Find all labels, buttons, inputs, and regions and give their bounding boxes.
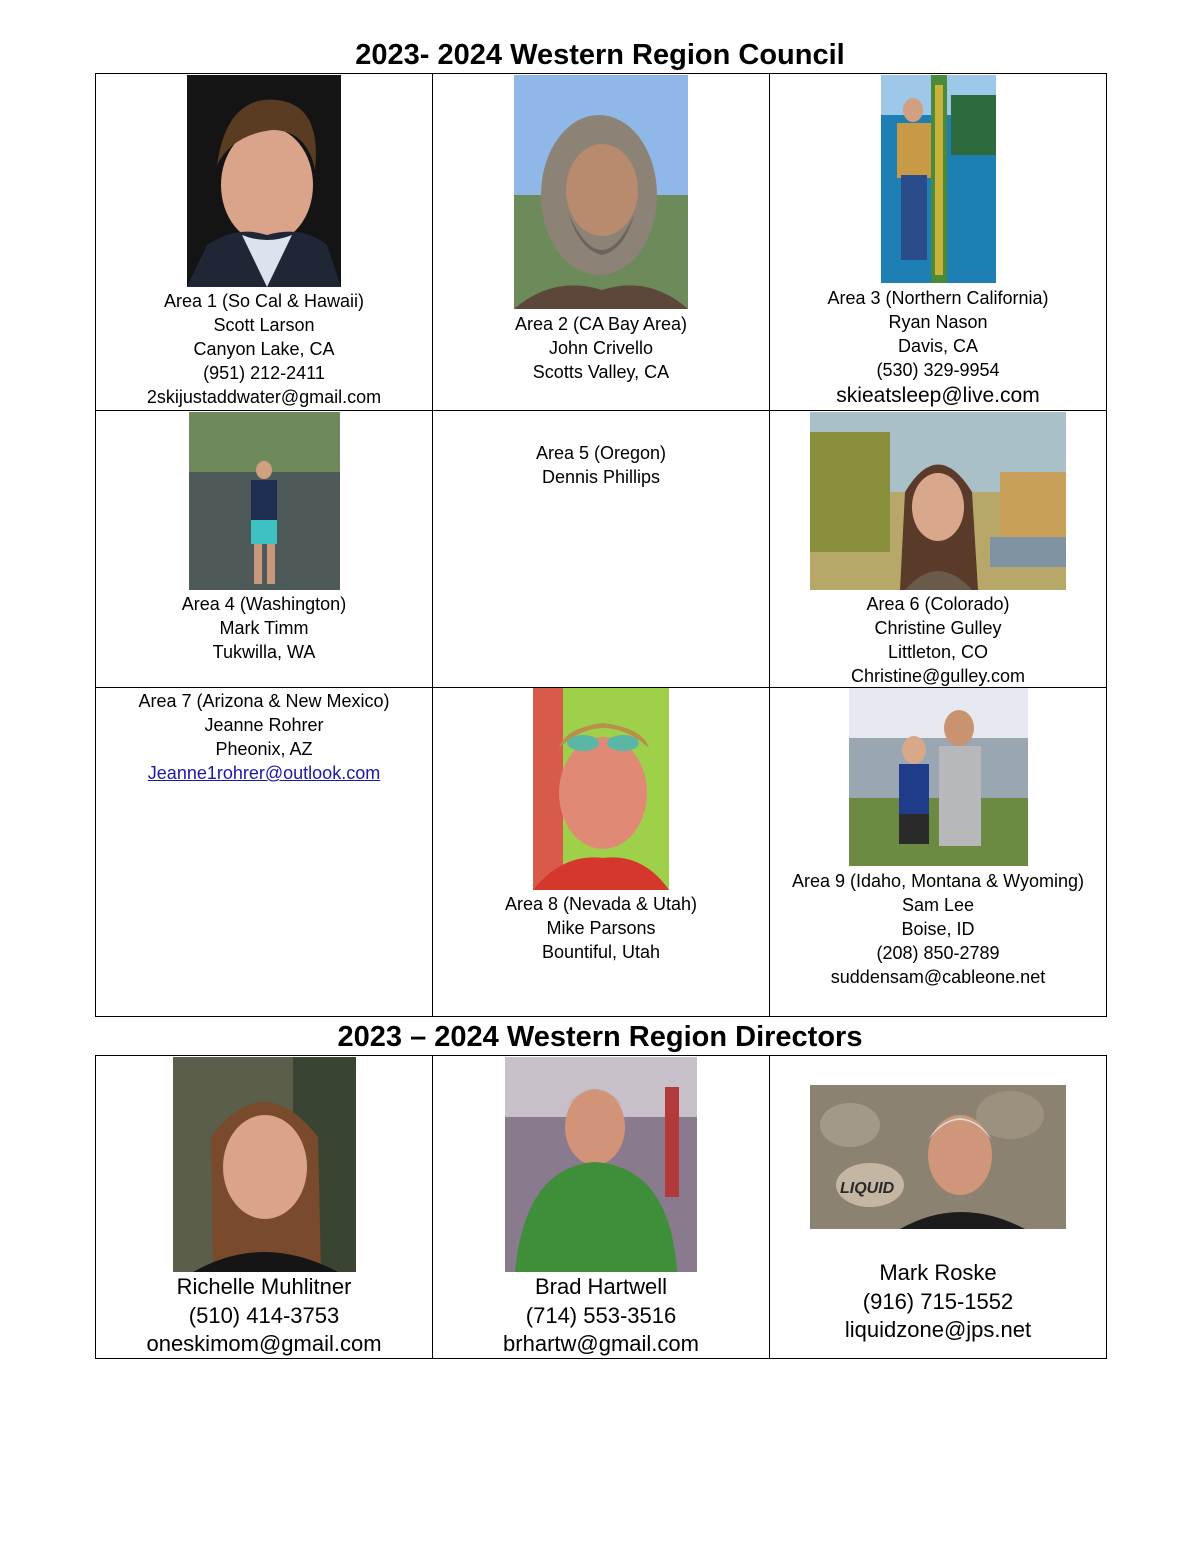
member-email[interactable]: suddensam@cableone.net [830,967,1046,987]
director-phone: (510) 414-3753 [188,1302,340,1328]
director-name: Richelle Muhlitner [176,1274,352,1299]
area-label: Area 1 (So Cal & Hawaii) [163,291,365,311]
council-cell-area-1 [96,74,433,411]
council-cell-area-7 [96,688,433,1017]
council-cell-area-2 [433,74,770,411]
council-cell-area-3 [770,74,1107,411]
director-email[interactable]: liquidzone@jps.net [844,1317,1032,1342]
member-location: Littleton, CO [887,642,989,662]
member-name: Mark Timm [219,618,309,638]
area-label: Area 4 (Washington) [181,594,347,614]
area-label: Area 8 (Nevada & Utah) [504,894,698,914]
director-name: Mark Roske [879,1260,997,1285]
photo-brad-hartwell [505,1057,697,1272]
area-label: Area 5 (Oregon) [535,443,667,463]
member-location: Davis, CA [897,336,978,356]
member-location: Bountiful, Utah [541,942,661,962]
photo-scott-larson [187,75,341,287]
council-cell-area-4 [96,411,433,688]
photo-mark-roske [810,1085,1066,1229]
photo-john-crivello [514,75,688,309]
area-label: Area 2 (CA Bay Area) [514,314,688,334]
director-phone: (714) 553-3516 [525,1302,677,1328]
member-name: John Crivello [548,338,654,358]
member-email[interactable]: skieatsleep@live.com [836,384,1040,407]
member-location: Pheonix, AZ [215,739,313,759]
photo-christine-gulley [810,412,1066,590]
member-name: Dennis Phillips [541,467,661,487]
member-email[interactable]: 2skijustaddwater@gmail.com [146,387,382,407]
area-label: Area 9 (Idaho, Montana & Wyoming) [792,871,1084,891]
council-cell-area-5 [433,411,770,688]
council-table [95,73,1107,1017]
council-cell-area-8 [433,688,770,1017]
member-email[interactable]: Christine@gulley.com [851,666,1025,686]
director-name: Brad Hartwell [534,1274,668,1299]
member-name: Sam Lee [901,895,975,915]
directors-title: 2023 – 2024 Western Region Directors [337,1021,863,1053]
member-name: Christine Gulley [874,618,1002,638]
member-location: Boise, ID [901,919,975,939]
director-email[interactable]: oneskimom@gmail.com [146,1331,382,1356]
photo-mike-parsons [533,688,669,890]
member-location: Scotts Valley, CA [532,362,670,382]
council-title: 2023- 2024 Western Region Council [355,39,845,71]
photo-ryan-nason [881,75,996,283]
photo-richelle-muhlitner [173,1057,356,1272]
member-name: Mike Parsons [546,918,656,938]
member-name: Scott Larson [213,315,315,335]
member-location: Tukwilla, WA [212,642,316,662]
council-cell-area-9 [770,688,1107,1017]
directors-table [95,1055,1107,1359]
member-phone: (208) 850-2789 [876,943,1000,963]
photo-sam-lee [849,688,1028,866]
area-label: Area 6 (Colorado) [866,594,1010,614]
area-label: Area 7 (Arizona & New Mexico) [138,691,390,711]
svg-text:LIQUID: LIQUID [840,1180,895,1197]
member-phone: (951) 212-2411 [203,363,325,383]
director-cell-3 [770,1056,1107,1359]
member-name: Ryan Nason [888,312,988,332]
photo-mark-timm [189,412,340,590]
member-name: Jeanne Rohrer [204,715,324,735]
director-phone: (916) 715-1552 [862,1288,1014,1314]
council-cell-area-6 [770,411,1107,688]
director-email[interactable]: brhartw@gmail.com [503,1331,699,1356]
director-cell-1 [96,1056,433,1359]
member-email-link[interactable]: Jeanne1rohrer@outlook.com [147,763,381,783]
director-cell-2 [433,1056,770,1359]
member-phone: (530) 329-9954 [876,360,1000,380]
member-location: Canyon Lake, CA [193,339,335,359]
area-label: Area 3 (Northern California) [827,288,1049,308]
